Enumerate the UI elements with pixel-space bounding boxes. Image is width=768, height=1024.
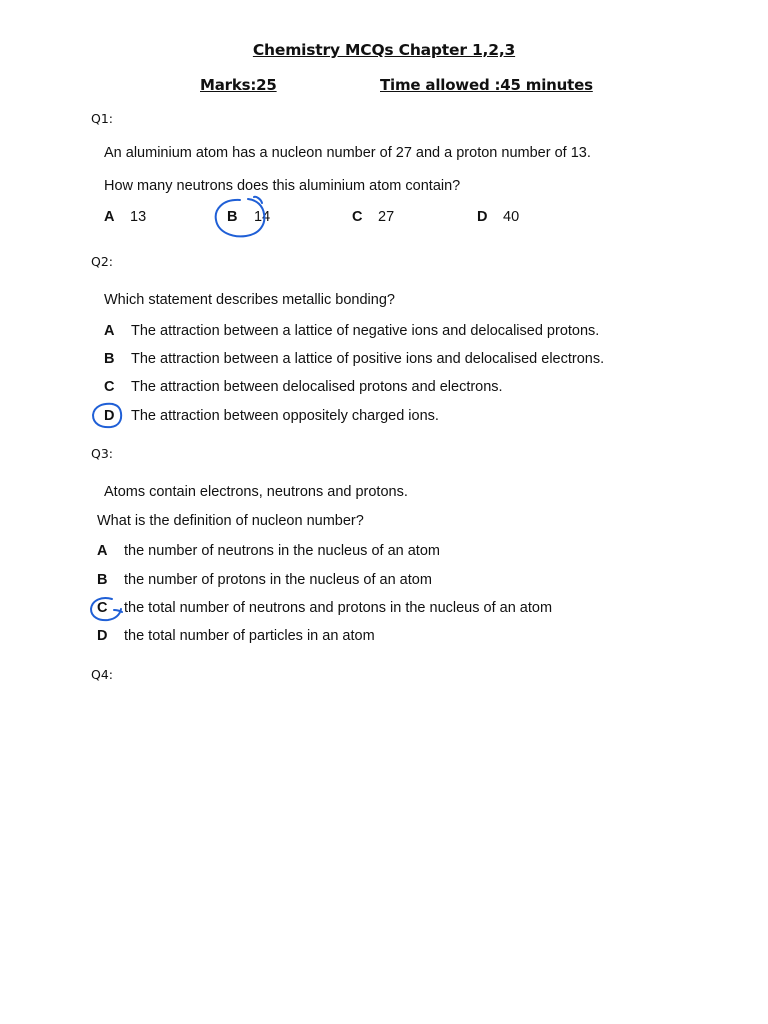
option-text: 14 — [254, 209, 271, 225]
question-stem: What is the definition of nucleon number? — [97, 513, 364, 529]
answer-circle-mark — [91, 402, 125, 430]
option-letter: B — [227, 209, 238, 225]
option-text: the total number of neutrons and protons in the nucleus of an atom — [124, 600, 553, 616]
question-label: Q1: — [91, 111, 114, 126]
answer-circle-mark — [88, 596, 124, 624]
question-label: Q4: — [91, 667, 114, 682]
option-text: The attraction between a lattice of positive ions and delocalised electrons. — [131, 351, 605, 367]
question-stem: Which statement describes metallic bonding? — [104, 292, 395, 308]
option-text: The attraction between a lattice of negative ions and delocalised protons. — [131, 323, 600, 339]
option-letter: D — [97, 628, 108, 644]
question-stem: How many neutrons does this aluminium atom contain? — [104, 178, 461, 194]
option-text: The attraction between oppositely charged ions. — [131, 408, 439, 424]
marks-label: Marks:25 — [200, 76, 277, 94]
option-letter: C — [104, 379, 115, 395]
option-letter: B — [97, 572, 108, 588]
option-letter: B — [104, 351, 115, 367]
document-title: Chemistry MCQs Chapter 1,2,3 — [252, 41, 516, 59]
time-allowed-label: Time allowed :45 minutes — [380, 76, 593, 94]
question-stem: An aluminium atom has a nucleon number of 27 and a proton number of 13. — [104, 145, 591, 161]
option-text: The attraction between delocalised protons and electrons. — [131, 379, 503, 395]
option-letter: D — [477, 209, 488, 225]
option-text: 13 — [130, 209, 147, 225]
option-text: the number of neutrons in the nucleus of an atom — [124, 543, 440, 559]
question-label: Q3: — [91, 446, 114, 461]
question-stem: Atoms contain electrons, neutrons and protons. — [104, 484, 408, 500]
option-text: the number of protons in the nucleus of an atom — [124, 572, 432, 588]
option-letter: A — [97, 543, 108, 559]
option-text: 40 — [503, 209, 520, 225]
option-letter: A — [104, 209, 115, 225]
question-label: Q2: — [91, 254, 114, 269]
option-text: the total number of particles in an atom — [124, 628, 375, 644]
option-letter: C — [352, 209, 363, 225]
option-letter: D — [104, 408, 115, 424]
option-letter: C — [97, 600, 108, 616]
option-letter: A — [104, 323, 115, 339]
answer-circle-mark — [210, 196, 274, 242]
option-text: 27 — [378, 209, 395, 225]
